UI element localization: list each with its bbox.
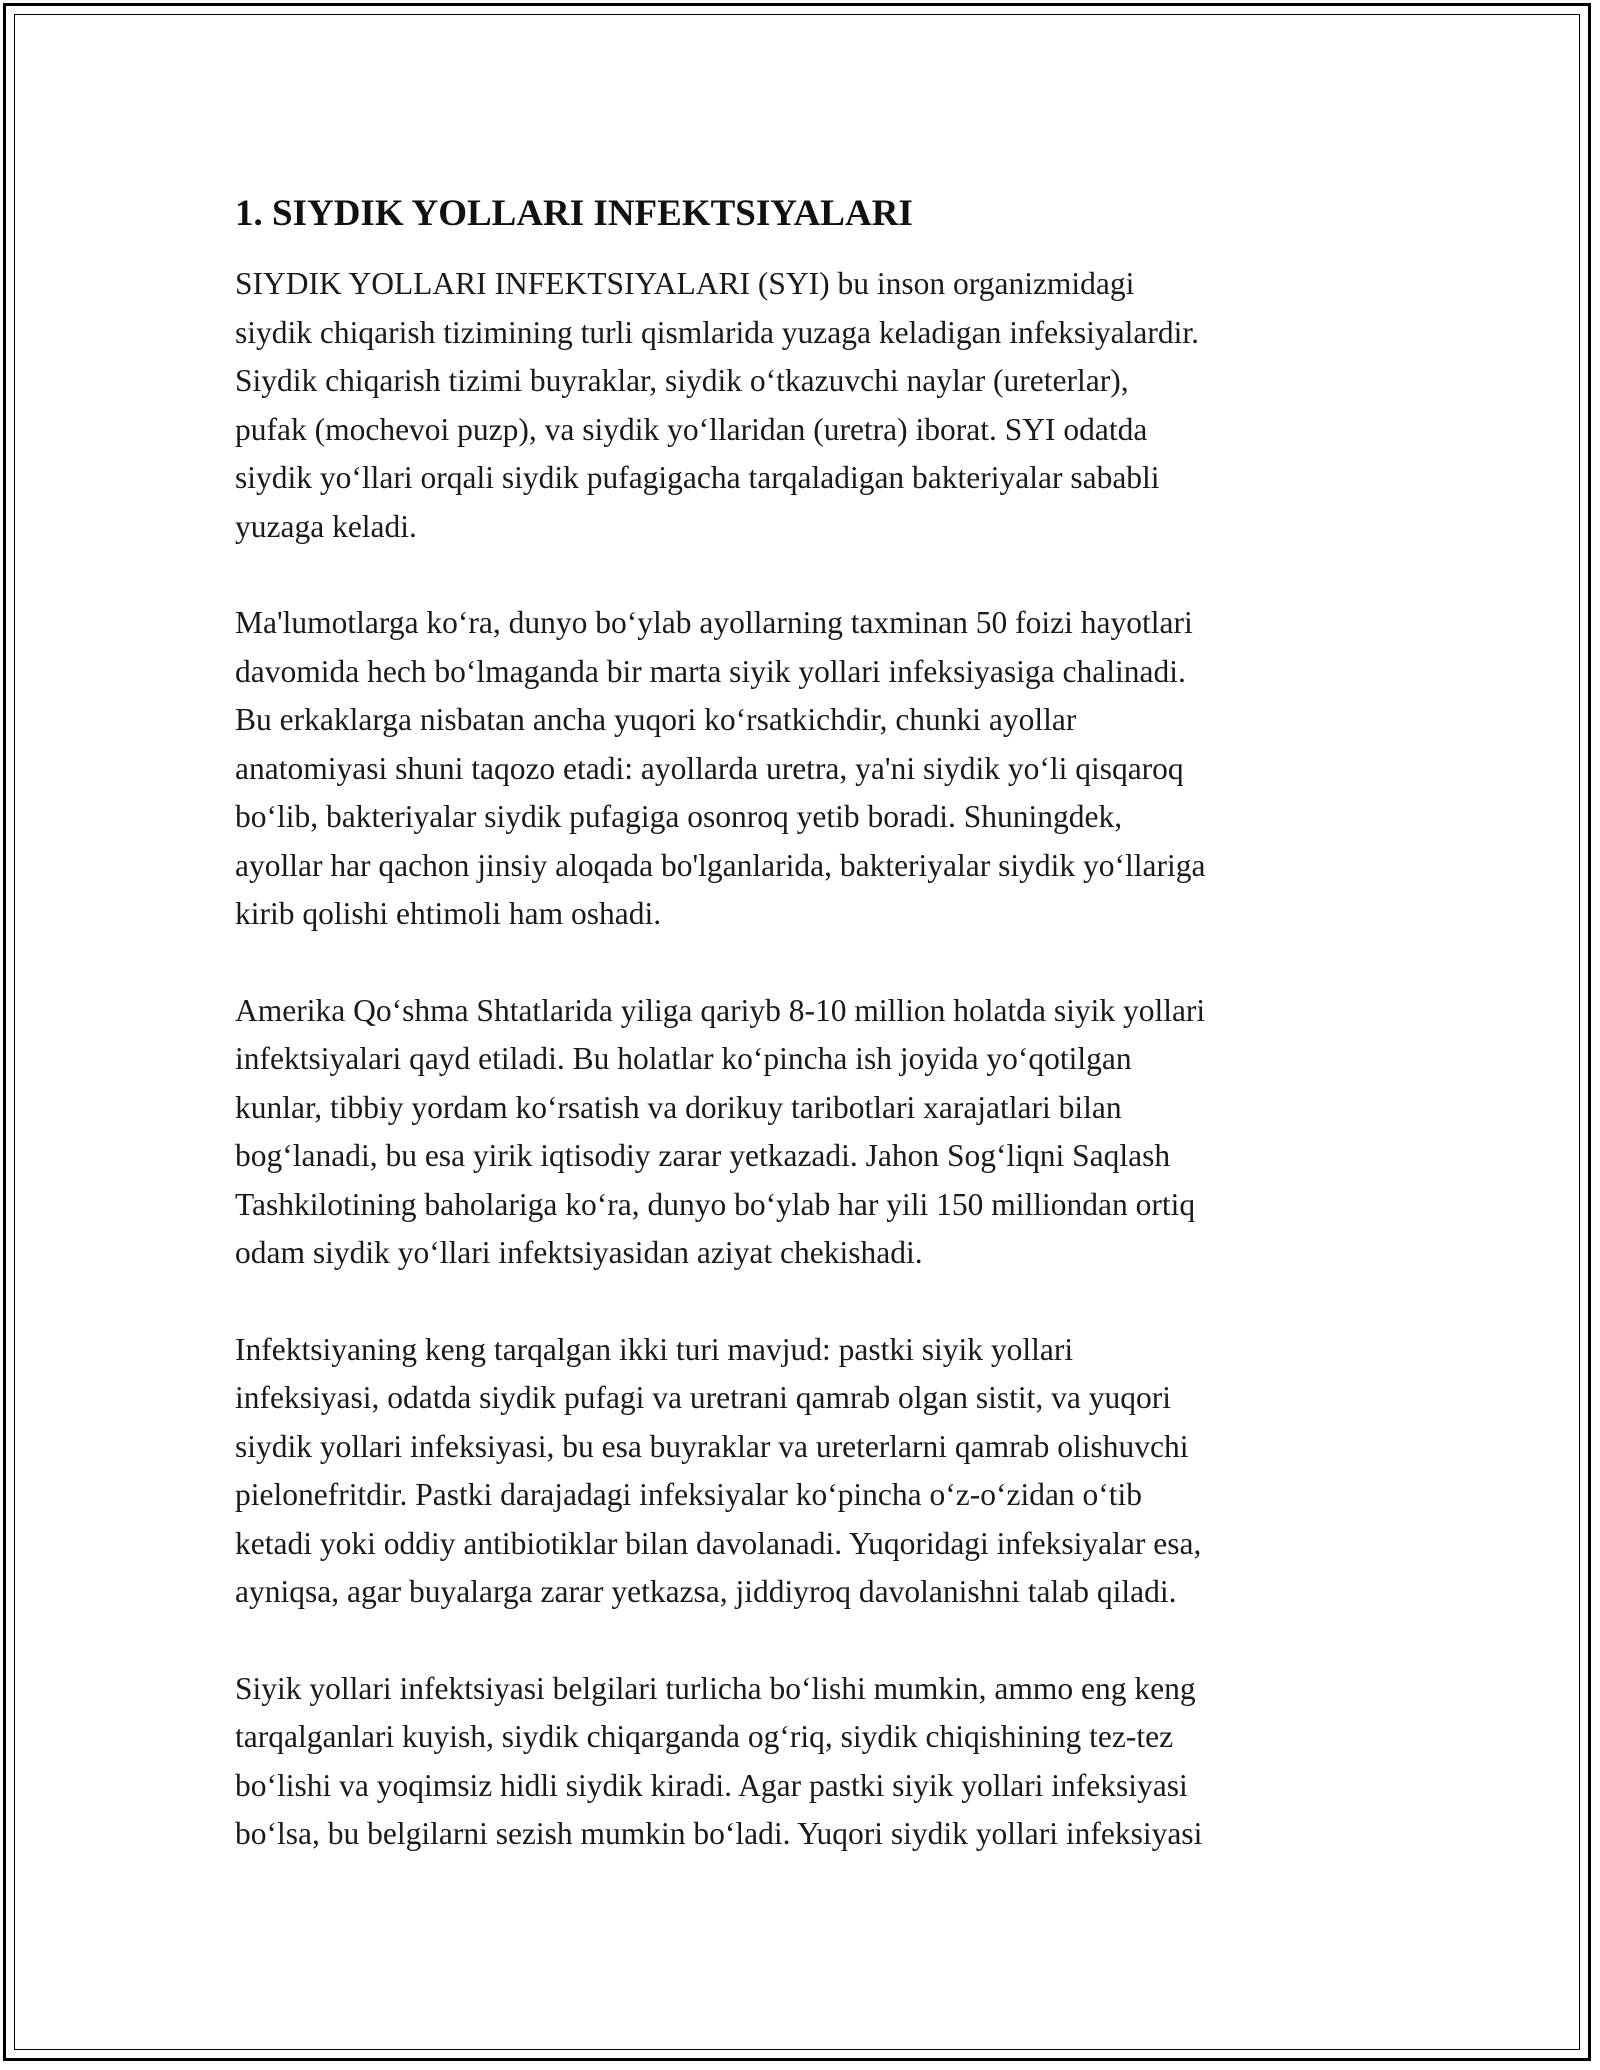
text-line: davomida hech bo‘lmaganda bir marta siyik yollari infeksiyasiga chalinadi.	[235, 653, 1186, 689]
text-line: pielonefritdir. Pastki darajadagi infeksiyalar ko‘pincha o‘z-o‘zidan o‘tib	[235, 1477, 1143, 1512]
text-line: ayollar har qachon jinsiy aloqada bo'lganlarida, bakteriyalar siydik yo‘llariga	[235, 847, 1206, 883]
text-line: kirib qolishi ehtimoli ham oshadi.	[235, 896, 662, 931]
text-line: Ma'lumotlarga ko‘ra, dunyo bo‘ylab ayollarning taxminan 50 foizi hayotlari	[235, 605, 1193, 640]
text-line: infektsiyalari qayd etiladi. Bu holatlar ko‘pincha ish joyida yo‘qotilgan	[235, 1041, 1132, 1076]
text-line: bo‘lishi va yoqimsiz hidli siydik kiradi. Agar pastki siyik yollari infeksiyasi	[235, 1767, 1188, 1803]
text-line: Amerika Qo‘shma Shtatlarida yiliga qariyb 8-10 million holatda siyik yollari	[235, 992, 1206, 1028]
paragraph-intro	[235, 260, 1385, 551]
text-line: infeksiyasi, odatda siydik pufagi va uretrani qamrab olgan sistit, va yuqori	[235, 1380, 1172, 1415]
text-line: anatomiyasi shuni taqozo etadi: ayollarda uretra, ya'ni siydik yo‘li qisqaroq	[235, 750, 1184, 786]
document-title: 1. SIYDIK YOLLARI INFEKTSIYALARI	[235, 193, 913, 234]
document-body	[235, 180, 1385, 1907]
text-line: tarqalganlari kuyish, siydik chiqarganda og‘riq, siydik chiqishining tez-tez	[235, 1719, 1174, 1754]
text-line: Siyik yollari infektsiyasi belgilari turlicha bo‘lishi mumkin, ammo eng keng	[235, 1670, 1196, 1706]
paragraph-us-statistics	[235, 987, 1385, 1278]
text-line: pufak (mochevoi puzp), va siydik yo‘llaridan (uretra) iborat. SYI odatda	[235, 411, 1148, 447]
text-line: kunlar, tibbiy yordam ko‘rsatish va dorikuy taribotlari xarajatlari bilan	[235, 1089, 1122, 1125]
text-line: Tashkilotining baholariga ko‘ra, dunyo bo‘ylab har yili 150 milliondan ortiq	[235, 1186, 1196, 1222]
text-line: ayniqsa, agar buyalarga zarar yetkazsa, jiddiyroq davolanishni talab qiladi.	[235, 1574, 1177, 1609]
text-line: odam siydik yo‘llari infektsiyasidan aziyat chekishadi.	[235, 1235, 923, 1270]
text-line: yuzaga keladi.	[235, 508, 417, 544]
text-line: siydik chiqarish tizimining turli qismlarida yuzaga keladigan infeksiyalardir.	[235, 314, 1200, 350]
text-line: Infektsiyaning keng tarqalgan ikki turi mavjud: pastki siyik yollari	[235, 1331, 1074, 1367]
text-line: Siydik chiqarish tizimi buyraklar, siydik o‘tkazuvchi naylar (ureterlar),	[235, 363, 1129, 398]
text-line: bog‘lanadi, bu esa yirik iqtisodiy zarar yetkazadi. Jahon Sog‘liqni Saqlash	[235, 1138, 1171, 1173]
text-line: Bu erkaklarga nisbatan ancha yuqori ko‘rsatkichdir, chunki ayollar	[235, 702, 1077, 737]
text-line: ketadi yoki oddiy antibiotiklar bilan davolanadi. Yuqoridagi infeksiyalar esa,	[235, 1525, 1202, 1561]
paragraph-infection-types	[235, 1326, 1385, 1617]
paragraph-symptoms	[235, 1665, 1385, 1859]
text-line: siydik yollari infeksiyasi, bu esa buyraklar va ureterlarni qamrab olishuvchi	[235, 1428, 1189, 1464]
paragraph-women-statistics	[235, 599, 1385, 939]
text-line: bo‘lib, bakteriyalar siydik pufagiga osonroq yetib boradi. Shuningdek,	[235, 799, 1123, 834]
text-line: SIYDIK YOLLARI INFEKTSIYALARI (SYI) bu inson organizmidagi	[235, 266, 1135, 301]
text-line: bo‘lsa, bu belgilarni sezish mumkin bo‘ladi. Yuqori siydik yollari infeksiyasi	[235, 1816, 1203, 1851]
text-line: siydik yo‘llari orqali siydik pufagigacha tarqaladigan bakteriyalar sababli	[235, 460, 1160, 495]
